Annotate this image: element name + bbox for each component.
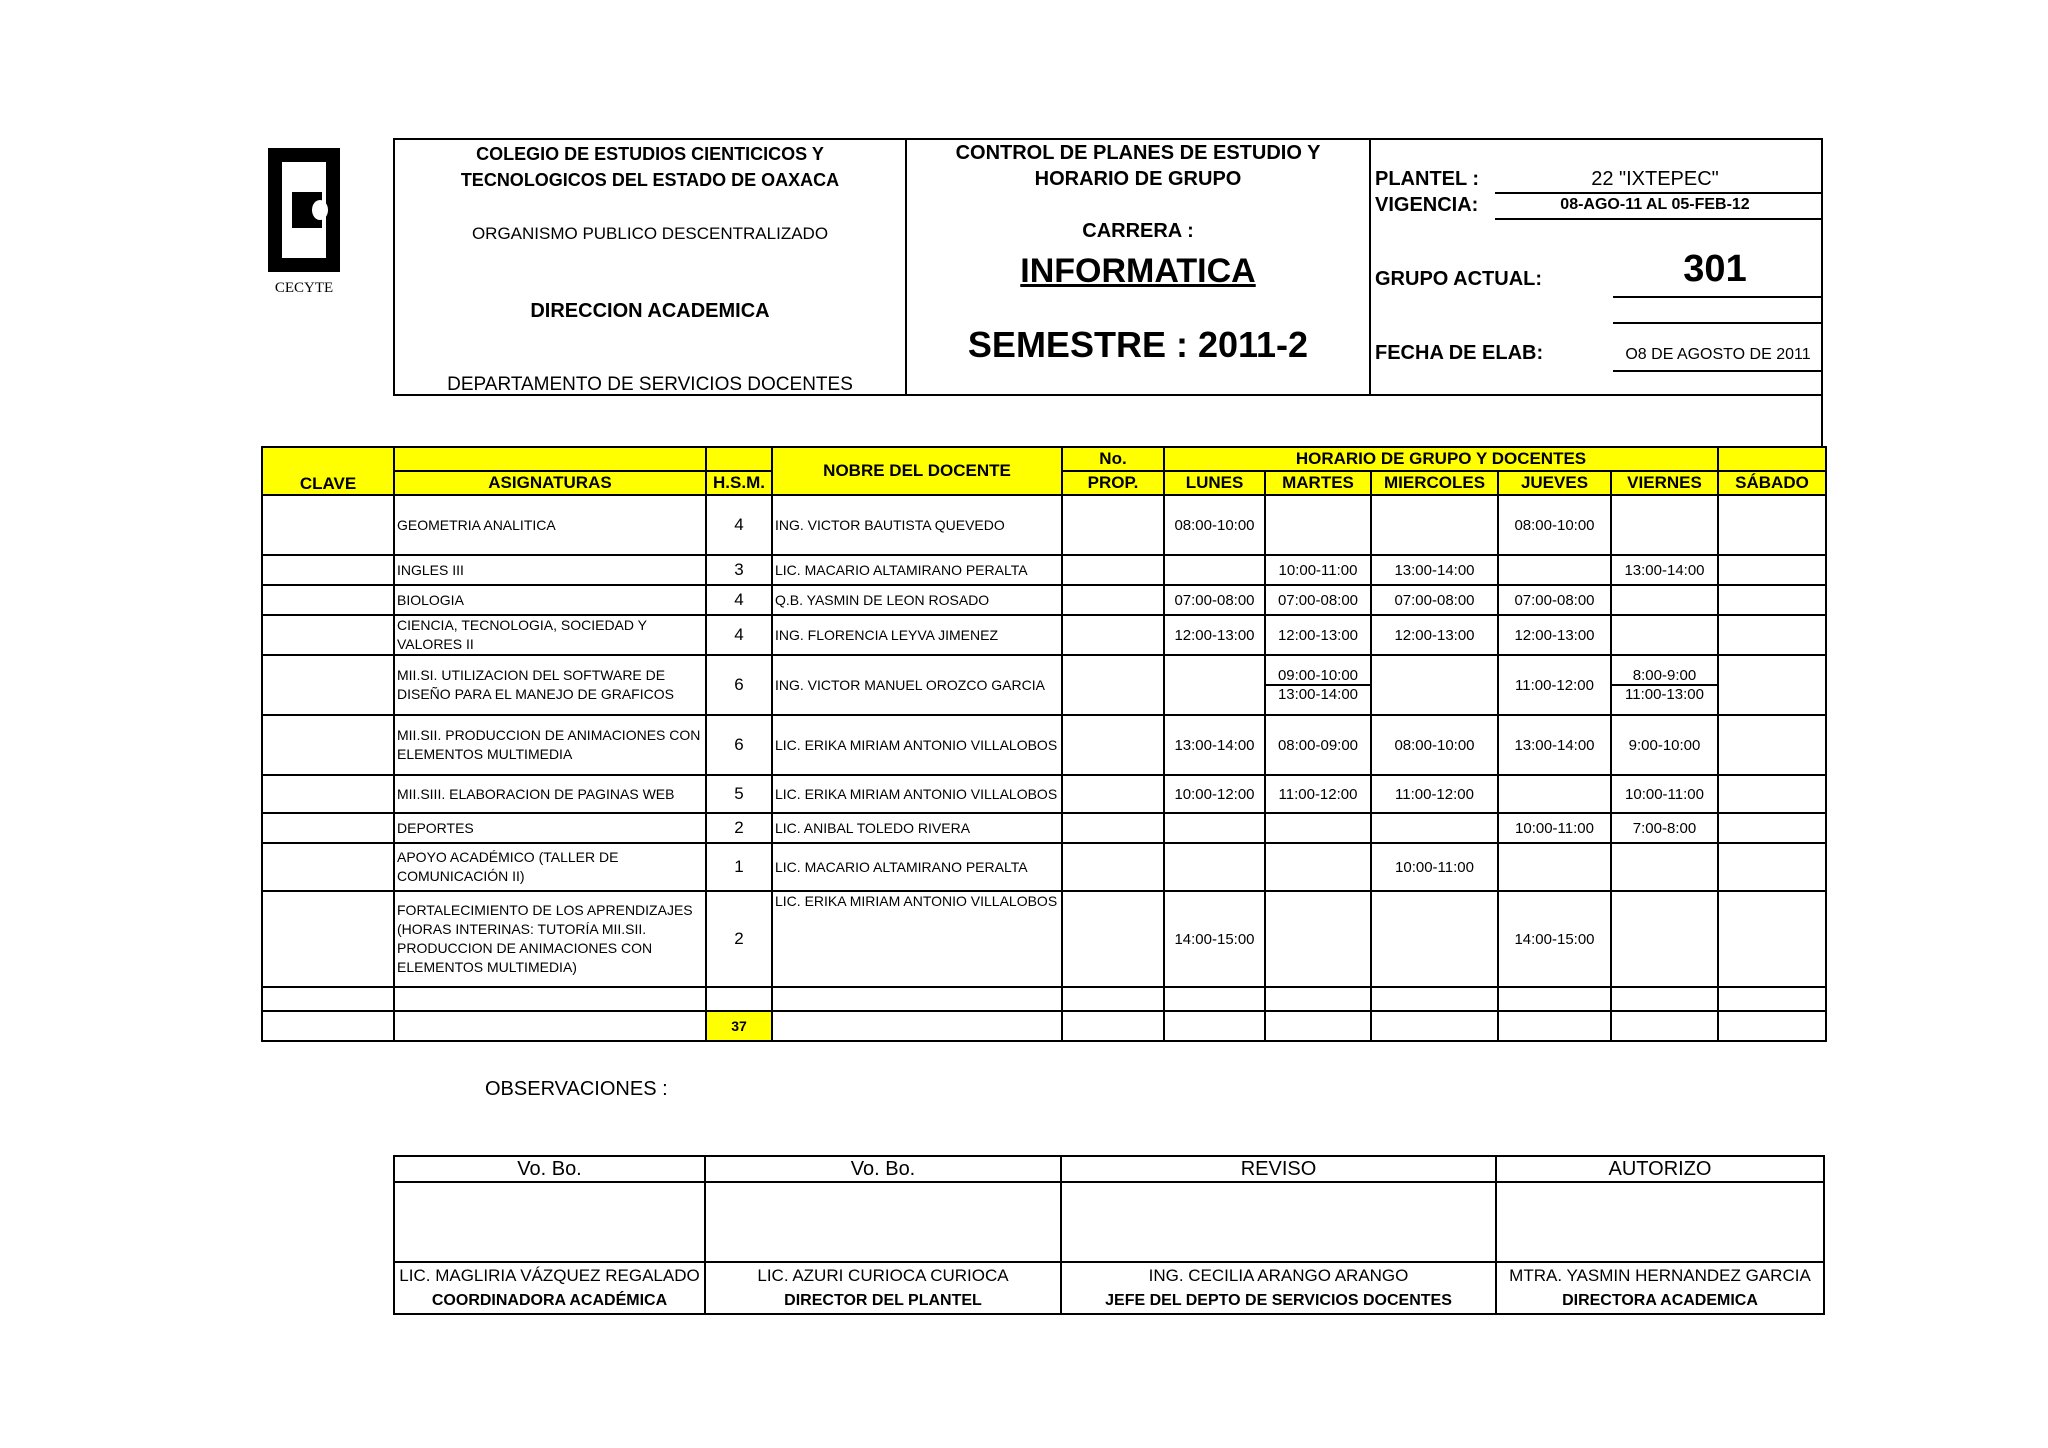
sabado-cell <box>1718 555 1826 585</box>
asignatura-cell: CIENCIA, TECNOLOGIA, SOCIEDAD Y VALORES II <box>394 615 706 655</box>
total-hsm: 37 <box>706 1011 772 1041</box>
docente-cell: LIC. ERIKA MIRIAM ANTONIO VILLALOBOS <box>772 715 1062 775</box>
grupo-label: GRUPO ACTUAL: <box>1375 268 1543 290</box>
carrera-label: CARRERA : <box>1082 220 1194 242</box>
martes-cell <box>1265 843 1371 891</box>
signature-header: REVISO <box>1061 1156 1496 1182</box>
docente-cell: Q.B. YASMIN DE LEON ROSADO <box>772 585 1062 615</box>
jueves-cell: 14:00-15:00 <box>1498 891 1611 987</box>
asignatura-cell: MII.SIII. ELABORACION DE PAGINAS WEB <box>394 775 706 813</box>
hsm-cell: 1 <box>706 843 772 891</box>
table-row <box>262 555 1826 585</box>
observaciones-label: OBSERVACIONES : <box>485 1078 668 1100</box>
signatory-role: DIRECTORA ACADEMICA <box>1496 1288 1824 1314</box>
institution-line-2: TECNOLOGICOS DEL ESTADO DE OAXACA <box>460 170 840 190</box>
sabado-cell <box>1718 775 1826 813</box>
signatory-name: LIC. MAGLIRIA VÁZQUEZ REGALADO <box>394 1262 705 1288</box>
header-clave: CLAVE <box>262 447 394 495</box>
logo-text: CECYTE <box>274 280 334 296</box>
martes-cell: 08:00-09:00 <box>1265 715 1371 775</box>
header-lunes: LUNES <box>1164 471 1265 495</box>
header-no: No. <box>1062 447 1164 471</box>
martes-cell: 10:00-11:00 <box>1265 555 1371 585</box>
miercoles-cell <box>1371 495 1498 555</box>
jueves-cell: 13:00-14:00 <box>1498 715 1611 775</box>
header-hsm: H.S.M. <box>706 471 772 495</box>
miercoles-cell: 13:00-14:00 <box>1371 555 1498 585</box>
signatory-role: COORDINADORA ACADÉMICA <box>394 1288 705 1314</box>
viernes-cell: 9:00-10:00 <box>1611 715 1718 775</box>
jueves-cell <box>1498 843 1611 891</box>
jueves-cell <box>1498 555 1611 585</box>
docente-cell: LIC. ERIKA MIRIAM ANTONIO VILLALOBOS <box>772 891 1062 987</box>
total-row <box>262 1011 1826 1041</box>
hsm-cell: 6 <box>706 715 772 775</box>
lunes-cell <box>1164 813 1265 843</box>
asignatura-cell: MII.SI. UTILIZACION DEL SOFTWARE DE DISEÑO PARA EL MANEJO DE GRAFICOS <box>394 655 706 715</box>
plantel-label: PLANTEL : <box>1375 168 1480 190</box>
lunes-cell: 10:00-12:00 <box>1164 775 1265 813</box>
departamento-text: DEPARTAMENTO DE SERVICIOS DOCENTES <box>447 374 853 395</box>
header-martes: MARTES <box>1265 471 1371 495</box>
viernes-cell <box>1611 615 1718 655</box>
jueves-cell: 07:00-08:00 <box>1498 585 1611 615</box>
header-horario: HORARIO DE GRUPO Y DOCENTES <box>1164 447 1718 471</box>
lunes-cell <box>1164 555 1265 585</box>
hsm-cell: 4 <box>706 615 772 655</box>
martes-cell: 11:00-12:00 <box>1265 775 1371 813</box>
viernes-cell <box>1611 585 1718 615</box>
asignatura-cell: APOYO ACADÉMICO (TALLER DE COMUNICACIÓN II) <box>394 843 706 891</box>
sabado-cell <box>1718 715 1826 775</box>
miercoles-cell <box>1371 655 1498 715</box>
signatory-name: MTRA. YASMIN HERNANDEZ GARCIA <box>1496 1262 1824 1288</box>
hsm-cell: 5 <box>706 775 772 813</box>
empty-row <box>262 987 1826 1011</box>
hsm-cell: 6 <box>706 655 772 715</box>
sabado-cell <box>1718 585 1826 615</box>
control-title-2: HORARIO DE GRUPO <box>1034 168 1242 190</box>
fecha-label: FECHA DE ELAB: <box>1375 342 1544 364</box>
institution-line-1: COLEGIO DE ESTUDIOS CIENTICICOS Y <box>476 144 824 164</box>
header-box <box>393 138 1823 396</box>
lunes-cell <box>1164 655 1265 715</box>
table-row <box>262 585 1826 615</box>
cecyte-logo <box>268 148 340 272</box>
schedule-table <box>261 446 1827 1042</box>
docente-cell: LIC. MACARIO ALTAMIRANO PERALTA <box>772 843 1062 891</box>
fecha-value: O8 DE AGOSTO DE 2011 <box>1625 346 1811 363</box>
asignatura-cell: BIOLOGIA <box>394 585 706 615</box>
miercoles-cell: 08:00-10:00 <box>1371 715 1498 775</box>
asignatura-cell: GEOMETRIA ANALITICA <box>394 495 706 555</box>
direccion-text: DIRECCION ACADEMICA <box>530 300 770 322</box>
martes-slot-a: 09:00-10:00 <box>1266 667 1370 686</box>
viernes-cell <box>1611 655 1718 715</box>
header-docente: NOBRE DEL DOCENTE <box>772 447 1062 495</box>
asignatura-cell: MII.SII. PRODUCCION DE ANIMACIONES CON ELEMENTOS MULTIMEDIA <box>394 715 706 775</box>
hsm-cell: 3 <box>706 555 772 585</box>
control-title-1: CONTROL DE PLANES DE ESTUDIO Y <box>955 142 1321 164</box>
vigencia-value: 08-AGO-11 AL 05-FEB-12 <box>1560 196 1750 213</box>
martes-cell: 07:00-08:00 <box>1265 585 1371 615</box>
docente-cell: LIC. MACARIO ALTAMIRANO PERALTA <box>772 555 1062 585</box>
docente-cell: LIC. ANIBAL TOLEDO RIVERA <box>772 813 1062 843</box>
martes-cell: 12:00-13:00 <box>1265 615 1371 655</box>
table-row <box>262 891 1826 987</box>
viernes-cell <box>1611 495 1718 555</box>
martes-cell <box>1265 495 1371 555</box>
jueves-cell: 08:00-10:00 <box>1498 495 1611 555</box>
jueves-cell: 10:00-11:00 <box>1498 813 1611 843</box>
table-row <box>262 775 1826 813</box>
viernes-cell: 10:00-11:00 <box>1611 775 1718 813</box>
jueves-cell: 12:00-13:00 <box>1498 615 1611 655</box>
signatory-name: ING. CECILIA ARANGO ARANGO <box>1061 1262 1496 1288</box>
docente-cell: ING. FLORENCIA LEYVA JIMENEZ <box>772 615 1062 655</box>
header-sabado: SÁBADO <box>1718 471 1826 495</box>
sabado-cell <box>1718 813 1826 843</box>
docente-cell: LIC. ERIKA MIRIAM ANTONIO VILLALOBOS <box>772 775 1062 813</box>
sabado-cell <box>1718 495 1826 555</box>
header-jueves: JUEVES <box>1498 471 1611 495</box>
hsm-cell: 2 <box>706 891 772 987</box>
lunes-cell: 07:00-08:00 <box>1164 585 1265 615</box>
signature-space <box>1496 1182 1824 1262</box>
asignatura-cell: FORTALECIMIENTO DE LOS APRENDIZAJES (HORAS INTERINAS: TUTORÍA MII.SII. PRODUCCION DE ANIMACIONES CON ELEMENTOS MULTIMEDIA) <box>394 891 706 987</box>
table-row <box>262 655 1826 715</box>
table-row <box>262 615 1826 655</box>
header-asignaturas: ASIGNATURAS <box>394 471 706 495</box>
hsm-cell: 4 <box>706 585 772 615</box>
miercoles-cell <box>1371 813 1498 843</box>
semestre-value: SEMESTRE : 2011-2 <box>967 324 1309 365</box>
lunes-cell: 08:00-10:00 <box>1164 495 1265 555</box>
sabado-cell <box>1718 615 1826 655</box>
viernes-slot-b: 11:00-13:00 <box>1625 686 1704 703</box>
table-row <box>262 813 1826 843</box>
miercoles-cell: 12:00-13:00 <box>1371 615 1498 655</box>
lunes-cell <box>1164 843 1265 891</box>
header-miercoles: MIERCOLES <box>1371 471 1498 495</box>
vigencia-label: VIGENCIA: <box>1375 194 1479 216</box>
docente-cell: ING. VICTOR MANUEL OROZCO GARCIA <box>772 655 1062 715</box>
martes-cell <box>1265 813 1371 843</box>
header-viernes: VIERNES <box>1611 471 1718 495</box>
miercoles-cell: 07:00-08:00 <box>1371 585 1498 615</box>
signature-header: Vo. Bo. <box>394 1156 705 1182</box>
signature-table <box>393 1155 1825 1315</box>
table-row <box>262 715 1826 775</box>
sabado-cell <box>1718 655 1826 715</box>
signature-header: Vo. Bo. <box>705 1156 1061 1182</box>
miercoles-cell <box>1371 891 1498 987</box>
martes-slot-b: 13:00-14:00 <box>1277 686 1359 703</box>
lunes-cell: 12:00-13:00 <box>1164 615 1265 655</box>
viernes-cell: 13:00-14:00 <box>1611 555 1718 585</box>
viernes-cell: 7:00-8:00 <box>1611 813 1718 843</box>
sabado-cell <box>1718 891 1826 987</box>
organismo-text: ORGANISMO PUBLICO DESCENTRALIZADO <box>471 224 829 243</box>
hsm-cell: 2 <box>706 813 772 843</box>
miercoles-cell: 11:00-12:00 <box>1371 775 1498 813</box>
header-prop: PROP. <box>1062 471 1164 495</box>
asignatura-cell: INGLES III <box>394 555 706 585</box>
carrera-value: INFORMATICA <box>1020 252 1256 290</box>
plantel-value: 22 "IXTEPEC" <box>1591 168 1719 190</box>
lunes-cell: 13:00-14:00 <box>1164 715 1265 775</box>
jueves-cell: 11:00-12:00 <box>1498 655 1611 715</box>
table-row <box>262 843 1826 891</box>
signatory-role: DIRECTOR DEL PLANTEL <box>705 1288 1061 1314</box>
viernes-cell <box>1611 891 1718 987</box>
hsm-cell: 4 <box>706 495 772 555</box>
signature-space <box>1061 1182 1496 1262</box>
lunes-cell: 14:00-15:00 <box>1164 891 1265 987</box>
signature-header: AUTORIZO <box>1496 1156 1824 1182</box>
signatory-role: JEFE DEL DEPTO DE SERVICIOS DOCENTES <box>1061 1288 1496 1314</box>
signature-space <box>705 1182 1061 1262</box>
martes-cell <box>1265 891 1371 987</box>
docente-cell: ING. VICTOR BAUTISTA QUEVEDO <box>772 495 1062 555</box>
signature-space <box>394 1182 705 1262</box>
jueves-cell <box>1498 775 1611 813</box>
table-row <box>262 495 1826 555</box>
miercoles-cell: 10:00-11:00 <box>1371 843 1498 891</box>
asignatura-cell: DEPORTES <box>394 813 706 843</box>
viernes-slot-a: 8:00-9:00 <box>1612 667 1717 686</box>
signatory-name: LIC. AZURI CURIOCA CURIOCA <box>705 1262 1061 1288</box>
martes-cell <box>1265 655 1371 715</box>
sabado-cell <box>1718 843 1826 891</box>
viernes-cell <box>1611 843 1718 891</box>
grupo-value: 301 <box>1683 248 1747 290</box>
